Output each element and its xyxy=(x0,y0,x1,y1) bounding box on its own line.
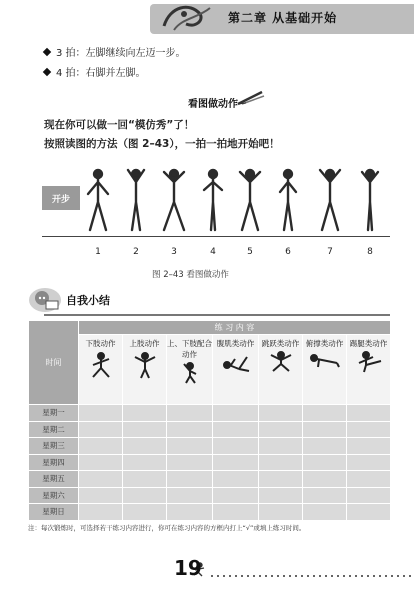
beat-number: 5 xyxy=(247,247,253,257)
log-cell[interactable] xyxy=(79,504,123,521)
log-cell[interactable] xyxy=(167,405,213,422)
log-cell[interactable] xyxy=(79,421,123,438)
figure-caption: 图 2–43 看图做动作 xyxy=(152,270,229,280)
paragraph: 按照读图的方法（图 2–43），一拍一拍地开始吧！ xyxy=(44,138,280,150)
dancer-figure-3 xyxy=(164,170,184,230)
beat-number: 4 xyxy=(210,247,216,257)
column-header-label: 上肢动作 xyxy=(129,339,160,348)
log-cell[interactable] xyxy=(213,405,259,422)
dancer-figure-5 xyxy=(240,170,260,230)
column-header-cell xyxy=(167,335,213,405)
row-header-cell: 时间 xyxy=(29,321,79,405)
day-label: 星期日 xyxy=(29,504,79,521)
log-cell[interactable] xyxy=(123,438,167,455)
day-label: 星期二 xyxy=(29,421,79,438)
combined-pose-icon xyxy=(177,362,203,384)
dancer-figure-6 xyxy=(280,170,296,230)
dance-step-figures xyxy=(78,166,394,238)
log-cell[interactable] xyxy=(123,471,167,488)
upper-limb-pose-icon xyxy=(132,351,158,379)
figure-baseline xyxy=(42,236,390,237)
dancer-figure-8 xyxy=(362,170,378,230)
log-cell[interactable] xyxy=(213,504,259,521)
log-cell[interactable] xyxy=(123,487,167,504)
log-cell[interactable] xyxy=(167,421,213,438)
dancer-figure-1 xyxy=(88,170,108,230)
column-header-cell xyxy=(123,335,167,405)
log-cell[interactable] xyxy=(259,421,303,438)
log-cell[interactable] xyxy=(79,454,123,471)
day-label: 星期四 xyxy=(29,454,79,471)
dancer-figure-7 xyxy=(320,170,340,230)
jumping-pose-icon xyxy=(267,351,295,373)
column-header-cell xyxy=(213,335,259,405)
log-cell[interactable] xyxy=(79,487,123,504)
column-header-label: 上、下肢配合动作 xyxy=(167,339,212,359)
log-cell[interactable] xyxy=(167,504,213,521)
summary-underline xyxy=(44,314,390,316)
log-cell[interactable] xyxy=(347,421,391,438)
section-subheading: 看图做动作 xyxy=(188,99,238,110)
plank-pose-icon xyxy=(309,351,341,369)
day-label: 星期三 xyxy=(29,438,79,455)
column-header-label: 腹肌类动作 xyxy=(216,339,255,348)
log-cell[interactable] xyxy=(213,487,259,504)
beat-number: 2 xyxy=(133,247,139,257)
bullet-text: 3 拍：左脚继续向左迈一步。 xyxy=(56,48,186,59)
day-label: 星期五 xyxy=(29,471,79,488)
diamond-bullet-icon xyxy=(43,48,51,56)
log-cell[interactable] xyxy=(347,487,391,504)
beat-number: 7 xyxy=(327,247,333,257)
log-cell[interactable] xyxy=(79,405,123,422)
summary-title: 自我小结 xyxy=(66,294,110,307)
log-cell[interactable] xyxy=(303,405,347,422)
beat-number: 1 xyxy=(95,247,101,257)
log-cell[interactable] xyxy=(303,438,347,455)
bullet-item xyxy=(44,44,186,59)
logo-swirl-icon xyxy=(160,0,216,34)
beat-number: 8 xyxy=(367,247,373,257)
log-cell[interactable] xyxy=(167,471,213,488)
abdominal-pose-icon xyxy=(221,351,251,373)
log-cell[interactable] xyxy=(259,471,303,488)
log-cell[interactable] xyxy=(213,421,259,438)
log-cell[interactable] xyxy=(259,504,303,521)
log-cell[interactable] xyxy=(123,454,167,471)
log-cell[interactable] xyxy=(303,454,347,471)
log-cell[interactable] xyxy=(213,454,259,471)
log-cell[interactable] xyxy=(79,438,123,455)
bullet-item xyxy=(44,64,146,79)
beat-number: 3 xyxy=(171,247,177,257)
paragraph: 现在你可以做一回“模仿秀”了！ xyxy=(44,119,195,131)
lower-limb-pose-icon xyxy=(88,351,114,379)
column-header-cell xyxy=(303,335,347,405)
log-cell[interactable] xyxy=(167,487,213,504)
log-cell[interactable] xyxy=(167,438,213,455)
log-cell[interactable] xyxy=(347,471,391,488)
column-header-label: 踢腿类动作 xyxy=(349,339,388,348)
group-header-cell: 练 习 内 容 xyxy=(79,321,391,335)
log-cell[interactable] xyxy=(347,504,391,521)
log-cell[interactable] xyxy=(259,487,303,504)
log-cell[interactable] xyxy=(167,454,213,471)
pen-icon xyxy=(236,90,266,106)
dancer-figure-2 xyxy=(128,170,144,230)
log-cell[interactable] xyxy=(79,471,123,488)
log-cell[interactable] xyxy=(347,454,391,471)
diamond-bullet-icon xyxy=(43,68,51,76)
log-cell[interactable] xyxy=(347,405,391,422)
column-header-label: 俯撑类动作 xyxy=(305,339,344,348)
log-cell[interactable] xyxy=(303,471,347,488)
page-number: 19 xyxy=(174,556,202,580)
log-cell[interactable] xyxy=(213,438,259,455)
table-note: 注：每次锻炼时，可选择若干练习内容进行，你可在练习内容的方框内打上“√”或填上练习时间。 xyxy=(28,524,306,532)
column-header-label: 下肢动作 xyxy=(85,339,116,348)
log-cell[interactable] xyxy=(303,504,347,521)
log-cell[interactable] xyxy=(259,438,303,455)
log-cell[interactable] xyxy=(303,487,347,504)
beat-number: 6 xyxy=(285,247,291,257)
kicking-pose-icon xyxy=(355,351,383,373)
dancer-figure-4 xyxy=(204,170,222,230)
log-cell[interactable] xyxy=(123,405,167,422)
log-cell[interactable] xyxy=(123,421,167,438)
column-header-cell xyxy=(259,335,303,405)
bullet-text: 4 拍：右脚并左脚。 xyxy=(56,68,146,79)
start-label: 开步 xyxy=(42,186,80,210)
chapter-title: 第二章 从基础开始 xyxy=(228,11,338,25)
log-cell[interactable] xyxy=(303,421,347,438)
column-header-cell xyxy=(79,335,123,405)
column-header-cell xyxy=(347,335,391,405)
log-cell[interactable] xyxy=(259,405,303,422)
student-reading-icon xyxy=(28,287,62,313)
day-label: 星期一 xyxy=(29,405,79,422)
practice-log-table xyxy=(28,320,391,521)
log-cell[interactable] xyxy=(123,504,167,521)
log-cell[interactable] xyxy=(259,454,303,471)
column-header-label: 跳跃类动作 xyxy=(261,339,300,348)
log-cell[interactable] xyxy=(347,438,391,455)
log-cell[interactable] xyxy=(213,471,259,488)
day-label: 星期六 xyxy=(29,487,79,504)
